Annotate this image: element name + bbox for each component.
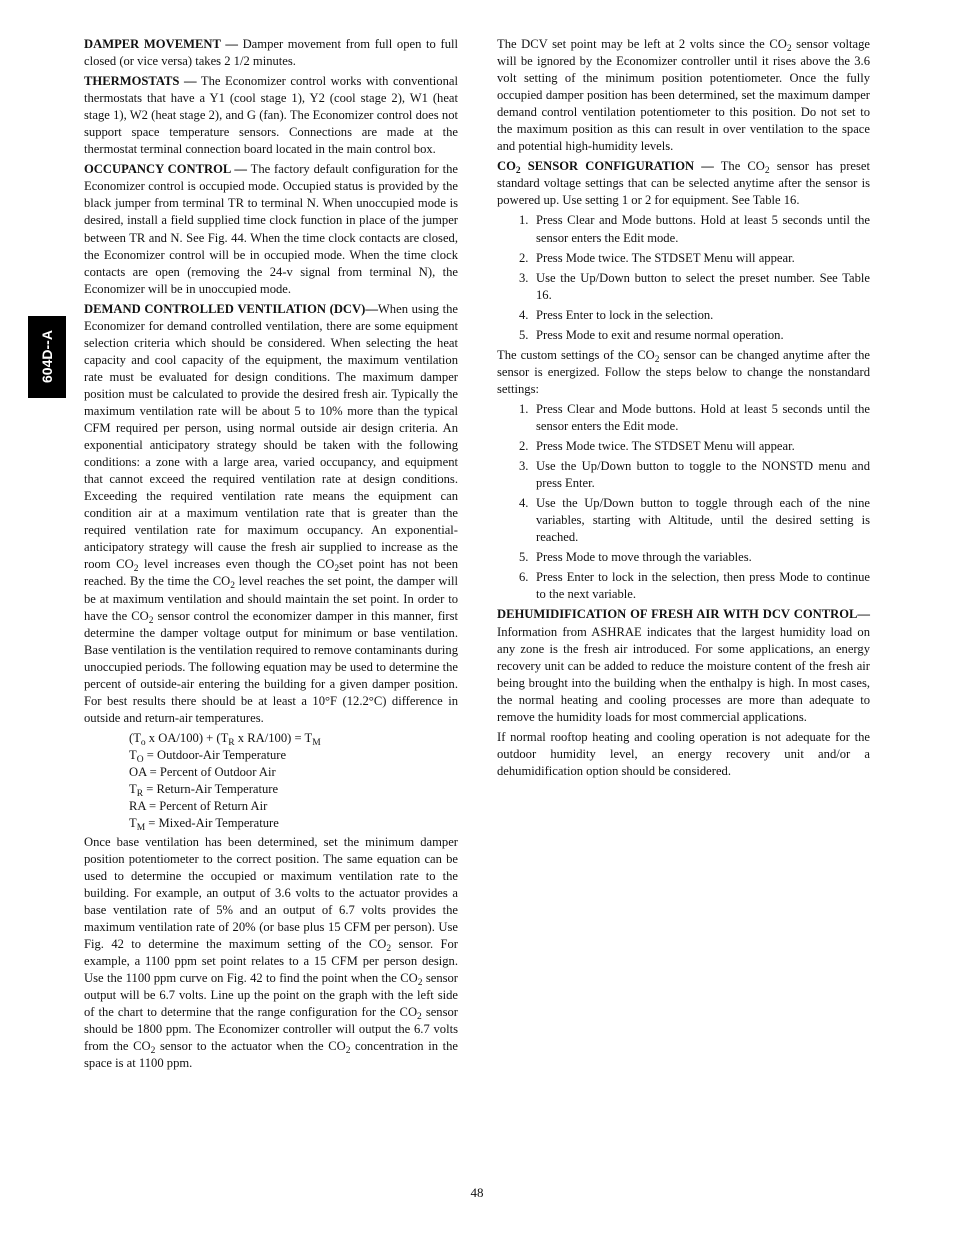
eq-part: x OA/100) + (T [145, 730, 229, 745]
thermostats-text: The Economizer control works with conventional thermostats that have a Y1 (cool stage 1), Y2 (cool stage 2), W1 (heat stage 1), W2 (heat stage 2), and G (fan). The Economizer control does not support space temperature sensors. Connections are made at the thermostat terminal connection board located in the main control box. [84, 74, 458, 157]
step-number: 1. [519, 401, 529, 416]
dehumidification-text: Information from ASHRAE indicates that the largest humidity load on any zone is the fresh air introduced. For some applications, an energy recovery unit can be added to reduce the moisture content of the fresh air being brought into the building when the enthalpy is high. In most cases, the normal heating and cooling processes are more than adequate to remove the humidity loads for most commercial applications. [497, 624, 870, 724]
dehumidification-heading: DEHUMIDIFICATION OF FRESH AIR WITH DCV CONTROL— [497, 607, 870, 622]
eq-part: = Outdoor-Air Temperature [143, 747, 287, 762]
eq-part: T [129, 747, 137, 762]
step-number: 2. [519, 250, 529, 265]
list-item [497, 307, 870, 324]
thermostats-heading: THERMOSTATS — [84, 74, 197, 89]
step-text: Press Enter to lock in the selection, then press Mode to continue to the next variable. [536, 570, 870, 602]
mixed-air-equation [129, 730, 458, 832]
list-item [497, 458, 870, 492]
eq-part: = Return-Air Temperature [143, 781, 279, 796]
side-tab-label: 604D--A [38, 330, 55, 384]
step-text: Press Mode to move through the variables. [536, 550, 752, 565]
subscript: 2 [133, 564, 139, 575]
base-ventilation-paragraph [84, 834, 458, 1073]
dcv-setpoint-paragraph [497, 36, 870, 155]
step-text: Use the Up/Down button to select the preset number. See Table 16. [536, 270, 870, 302]
co2-config-heading [497, 159, 714, 177]
step-number: 6. [519, 570, 529, 585]
co2-config-paragraph [497, 158, 870, 209]
step-number: 1. [519, 213, 529, 228]
co2-config-text-1: The CO [713, 159, 765, 174]
step-text: Press Enter to lock in the selection. [536, 307, 714, 322]
legend-ra: RA = Percent of Return Air [129, 798, 268, 813]
legend-tr [129, 781, 458, 798]
list-item [497, 549, 870, 566]
step-number: 3. [519, 459, 529, 474]
custom-text-1: The custom settings of the CO [497, 347, 655, 362]
eq-part: (T [129, 730, 141, 745]
step-text: Press Clear and Mode buttons. Hold at least 5 seconds until the sensor enters the Edit mode. [536, 213, 870, 245]
step-text: Use the Up/Down button to toggle to the NONSTD menu and press Enter. [536, 459, 870, 491]
step-text: Press Clear and Mode buttons. Hold at least 5 seconds until the sensor enters the Edit mode. [536, 401, 870, 433]
step-number: 3. [519, 270, 529, 285]
co2-heading-part: CO [497, 159, 516, 174]
list-item [497, 212, 870, 246]
base-text-4: sensor should be 1800 ppm. The Economizer controller will output the 6.7 volts from the CO [84, 1005, 458, 1054]
step-text: Press Mode twice. The STDSET Menu will appear. [536, 439, 795, 454]
dcv-paragraph [84, 301, 458, 727]
step-text: Press Mode to exit and resume normal operation. [536, 327, 784, 342]
subscript: 2 [150, 1046, 156, 1057]
right-column [497, 36, 870, 783]
eq-sub: O [136, 754, 144, 765]
standard-settings-steps [497, 212, 870, 343]
subscript: 2 [764, 166, 770, 177]
base-text-1: Once base ventilation has been determined, set the minimum damper position potentiometer to the correct position. The same equation can be used to determine the occupied or maximum ventilation rate to the building. For example, an output of 3.6 volts to the actuator provides a base ventilation rate of 5% and an output of 6.7 volts provides the maximum ventilation rate of 20% (or base plus 15 CFM per person). Use Fig. 42 to determine the maximum setting of the CO [84, 834, 458, 952]
step-number: 5. [519, 550, 529, 565]
legend-tm [129, 815, 458, 832]
dcv-text-3: set point has not been reached. By the time the CO [84, 557, 458, 589]
subscript: 2 [417, 978, 423, 989]
custom-text-2: sensor can be changed anytime after the sensor is energized. Follow the steps below to change the nonstandard settings: [497, 347, 870, 396]
dcv-set-text-1: The DCV set point may be left at 2 volts since the CO [497, 37, 787, 51]
step-number: 2. [519, 439, 529, 454]
occupancy-text: The factory default configuration for the Economizer control is occupied mode. Occupied status is provided by the black jumper from terminal TR to terminal N. When unoccupied mode is desired, install a field supplied time clock function in place of the jumper between TR and N. See Fig. 44. When the time clock contacts are closed, the Economizer control will be in occupied mode. When the time clock contacts are open (removing the 24-v signal from terminal N), the Economizer will be in unoccupied mode. [84, 162, 458, 296]
eq-part: T [129, 781, 137, 796]
step-number: 5. [519, 327, 529, 342]
eq-part: x RA/100) = T [234, 730, 313, 745]
subscript: 2 [515, 166, 521, 177]
side-tab [28, 316, 66, 398]
eq-sub: M [136, 822, 146, 833]
eq-sub: M [312, 737, 321, 748]
eq-part: = Mixed-Air Temperature [145, 815, 279, 830]
subscript: 2 [654, 354, 660, 365]
dcv-text-1: When using the Economizer for demand controlled ventilation, there are some equipment selection criteria which should be considered. When selecting the heat capacity and cool capacity of the equipment, the maximum ventilation rate must be evaluated for design conditions. The maximum damper position must be calculated to provide the desired fresh air. Typically the maximum ventilation rate will be about 5 to 10% more than the typical CFM required per person, using normal outside air design criteria. An exponential anticipatory strategy should be taken with the following conditions: a zone with a large area, varied occupancy, and equipment that cannot exceed the required ventilation rate at design conditions. Exceeding the required ventilation rate means the equipment can condition air at a maximum ventilation rate that is greater than the required ventilation rate for maximum occupancy. An exponential-anticipatory strategy will cause the fresh air supplied to increase as the room CO [84, 301, 458, 572]
subscript: 2 [230, 581, 235, 592]
list-item [497, 270, 870, 304]
list-item [497, 327, 870, 344]
subscript: 2 [386, 944, 392, 955]
base-text-3: sensor output will be 6.7 volts. Line up the point on the graph with the left side of the chart to determine that the range configuration for the CO [84, 971, 459, 1020]
subscript: 2 [345, 1046, 351, 1057]
legend-oa: OA = Percent of Outdoor Air [129, 764, 276, 779]
thermostats-paragraph [84, 73, 458, 158]
step-number: 4. [519, 496, 529, 511]
rooftop-paragraph: If normal rooftop heating and cooling operation is not adequate for the outdoor humidity level, an energy recovery unit and/or a dehumidification option should be considered. [497, 729, 870, 778]
subscript: 2 [417, 1012, 422, 1023]
occupancy-paragraph [84, 161, 458, 297]
base-text-2: sensor. For example, a 1100 ppm set point relates to a 15 CFM per person design. Use the 1100 ppm curve on Fig. 42 to find the point when the CO [84, 937, 458, 986]
subscript: 2 [148, 615, 154, 626]
dcv-text-4: level reaches the set point, the damper will be at maximum ventilation and should maintain the set point. In order to have the CO [84, 574, 458, 623]
eq-part: T [129, 815, 137, 830]
dehumidification-paragraph [497, 606, 870, 725]
subscript: 2 [334, 564, 340, 575]
list-item [497, 250, 870, 267]
damper-movement-paragraph [84, 36, 458, 70]
subscript: 2 [786, 44, 792, 54]
damper-movement-text: Damper movement from full open to full closed (or vice versa) takes 2 1/2 minutes. [84, 37, 459, 69]
custom-settings-paragraph [497, 347, 870, 398]
dcv-text-5: sensor control the economizer damper in this manner, first determine the damper voltage output for minimum or base ventilation. Base ventilation is the ventilation required to remove contaminants during unoccupied periods. The following equation may be used to determine the percent of outside-air entering the building for a given damper position. For best results there should be at least a 10°F (12.2°C) difference in outside and return-air temperatures. [84, 608, 458, 725]
left-column [84, 36, 458, 1076]
co2-heading-part: SENSOR CONFIGURATION — [520, 159, 714, 174]
eq-sub: R [228, 737, 235, 748]
list-item [497, 401, 870, 435]
nonstandard-settings-steps [497, 401, 870, 604]
base-text-6: concentration in the space is at 1100 ppm. [84, 1039, 458, 1071]
eq-sub: R [136, 788, 144, 799]
dcv-set-text-2: sensor voltage will be ignored by the Economizer controller until it rises above the 3.6 volt setting of the minimum position potentiometer. Once the fully occupied damper position has been determined, set the maximum damper demand control ventilation potentiometer to this position. Do not set to the maximum position as this can result in over ventilation to the space and potential high-humidity levels. [497, 37, 870, 154]
equation-line [129, 730, 458, 747]
step-number: 4. [519, 307, 529, 322]
list-item [497, 495, 870, 546]
co2-config-text-2: sensor has preset standard voltage settings that can be selected anytime after the sensor is powered up. Use setting 1 or 2 for equipment. See Table 16. [497, 159, 870, 208]
dcv-heading: DEMAND CONTROLLED VENTILATION (DCV)— [84, 301, 378, 316]
base-text-5: sensor to the actuator when the CO [155, 1039, 346, 1054]
dcv-text-2: level increases even though the CO [138, 557, 335, 572]
occupancy-heading: OCCUPANCY CONTROL — [84, 162, 248, 177]
step-text: Press Mode twice. The STDSET Menu will appear. [536, 250, 795, 265]
legend-to [129, 747, 458, 764]
list-item [497, 569, 870, 603]
step-text: Use the Up/Down button to toggle through each of the nine variables, starting with Altitude, until the desired setting is reached. [536, 496, 870, 545]
list-item [497, 438, 870, 455]
page-number: 48 [470, 1185, 484, 1200]
damper-movement-heading: DAMPER MOVEMENT — [84, 37, 238, 51]
eq-sub: o [140, 737, 146, 748]
